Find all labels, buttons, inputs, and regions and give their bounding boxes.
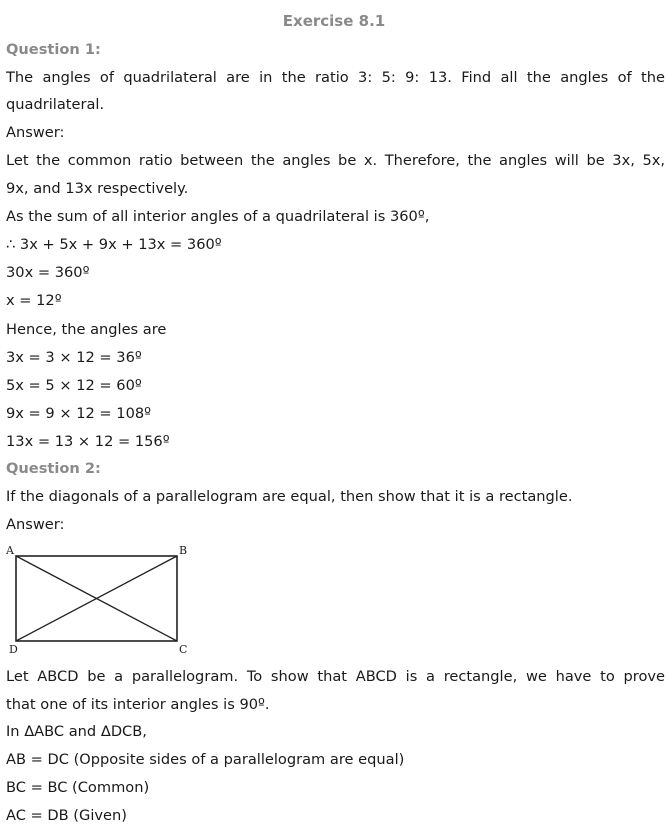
question-2-text: If the diagonals of a parallelogram are equal, then show that it is a rectangle. <box>6 488 573 505</box>
vertex-label-d: D <box>9 643 18 655</box>
answer-1-line: 9x, and 13x respectively. <box>6 180 189 197</box>
answer-1-line: As the sum of all interior angles of a quadrilateral is 360º, <box>6 208 430 225</box>
answer-2-label: Answer: <box>6 516 65 533</box>
vertex-label-a: A <box>6 544 14 557</box>
answer-1-line: 13x = 13 × 12 = 156º <box>6 433 170 450</box>
answer-1-label: Answer: <box>6 124 65 141</box>
answer-2-line: AB = DC (Opposite sides of a parallelogram are equal) <box>6 751 405 768</box>
question-1-text-line2: quadrilateral. <box>6 96 105 113</box>
answer-2-line: Let ABCD be a parallelogram. To show that ABCD is a rectangle, we have to prove <box>6 668 665 685</box>
answer-2-line: that one of its interior angles is 90º. <box>6 696 270 713</box>
answer-1-line: Hence, the angles are <box>6 321 167 338</box>
answer-1-line: 5x = 5 × 12 = 60º <box>6 377 142 394</box>
question-2-heading: Question 2: <box>6 460 101 477</box>
question-1-heading: Question 1: <box>6 41 101 58</box>
exercise-title: Exercise 8.1 <box>282 12 386 30</box>
rectangle-diagram <box>6 541 192 655</box>
question-1-text-line1: The angles of quadrilateral are in the ratio 3: 5: 9: 13. Find all the angles of the <box>6 69 665 86</box>
answer-2-line: In ΔABC and ΔDCB, <box>6 723 147 740</box>
answer-2-line: BC = BC (Common) <box>6 779 150 796</box>
vertex-label-c: C <box>179 643 188 655</box>
answer-1-line: Let the common ratio between the angles be x. Therefore, the angles will be 3x, 5x, <box>6 152 665 169</box>
answer-1-line: 30x = 360º <box>6 264 90 281</box>
answer-1-line: x = 12º <box>6 292 62 309</box>
answer-2-line: AC = DB (Given) <box>6 807 127 824</box>
answer-1-line: ∴ 3x + 5x + 9x + 13x = 360º <box>6 236 222 253</box>
answer-1-line: 3x = 3 × 12 = 36º <box>6 349 142 366</box>
parallelogram-figure <box>6 541 192 655</box>
vertex-label-b: B <box>179 544 188 557</box>
answer-1-line: 9x = 9 × 12 = 108º <box>6 405 152 422</box>
